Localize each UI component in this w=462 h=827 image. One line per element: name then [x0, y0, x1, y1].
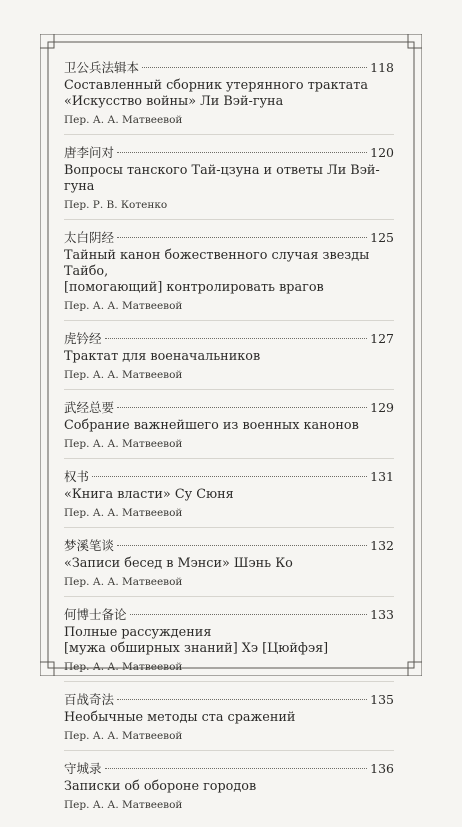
dot-leader [117, 237, 367, 238]
toc-entry [64, 536, 394, 597]
toc-entry-header [64, 536, 394, 555]
chinese-title: 唐李问对 [64, 145, 115, 160]
page-number: 132 [370, 538, 394, 553]
toc-entry [64, 58, 394, 135]
russian-title [64, 625, 394, 657]
russian-title [64, 349, 394, 365]
chinese-title: 百战奇法 [64, 692, 115, 707]
page-number: 127 [370, 331, 394, 346]
title-line: Вопросы танского Тай-цзуна и ответы Ли Вэй-гуна [64, 163, 380, 194]
translator: Пер. А. А. Матвеевой [64, 576, 183, 588]
page-number: 135 [370, 692, 394, 707]
translator: Пер. Р. В. Котенко [64, 199, 168, 211]
dot-leader [117, 545, 367, 546]
toc-entry [64, 329, 394, 390]
chinese-title: 虎钤经 [64, 331, 102, 346]
toc-entry-header [64, 398, 394, 417]
translator: Пер. А. А. Матвеевой [64, 507, 183, 519]
dot-leader [105, 768, 368, 769]
title-line: [помогающий] контролировать врагов [64, 280, 324, 295]
title-line: Составленный сборник утерянного трактата [64, 78, 369, 93]
dot-leader [117, 407, 367, 408]
toc-entry [64, 398, 394, 459]
title-line: Собрание важнейшего из военных канонов [64, 418, 359, 433]
dot-leader [117, 699, 367, 700]
toc-entry-header [64, 467, 394, 486]
toc-entry [64, 759, 394, 819]
title-line: «Искусство войны» Ли Вэй-гуна [64, 94, 284, 109]
translator: Пер. А. А. Матвеевой [64, 369, 183, 381]
chinese-title: 武经总要 [64, 400, 115, 415]
page-number: 136 [370, 761, 394, 776]
russian-title [64, 710, 394, 726]
translator: Пер. А. А. Матвеевой [64, 661, 183, 673]
toc-entry-header [64, 759, 394, 778]
russian-title [64, 163, 394, 195]
toc-entry-header [64, 605, 394, 624]
page-number: 129 [370, 400, 394, 415]
russian-title [64, 487, 394, 503]
page-number: 118 [370, 60, 394, 75]
translator: Пер. А. А. Матвеевой [64, 114, 183, 126]
toc-entry [64, 605, 394, 682]
russian-title [64, 418, 394, 434]
chinese-title: 卫公兵法辑本 [64, 60, 140, 75]
translator: Пер. А. А. Матвеевой [64, 799, 183, 811]
toc-entry-header [64, 329, 394, 348]
title-line: Трактат для военачальников [64, 349, 261, 364]
toc-entry [64, 228, 394, 321]
dot-leader [92, 476, 367, 477]
chinese-title: 何博士备论 [64, 607, 127, 622]
translator: Пер. А. А. Матвеевой [64, 730, 183, 742]
translator: Пер. А. А. Матвеевой [64, 438, 183, 450]
toc-entry [64, 143, 394, 220]
page-number: 133 [370, 607, 394, 622]
translator: Пер. А. А. Матвеевой [64, 300, 183, 312]
title-line: Записки об обороне городов [64, 779, 257, 794]
toc-entry [64, 467, 394, 528]
title-line: Необычные методы ста сражений [64, 710, 296, 725]
chinese-title: 守城录 [64, 761, 102, 776]
toc-entry-header [64, 228, 394, 247]
dot-leader [142, 67, 367, 68]
dot-leader [130, 614, 368, 615]
toc-entry-header [64, 143, 394, 162]
russian-title [64, 248, 394, 296]
title-line: «Записи бесед в Мэнси» Шэнь Ко [64, 556, 293, 571]
russian-title [64, 78, 394, 110]
chinese-title: 太白阴经 [64, 230, 115, 245]
chinese-title: 权书 [64, 469, 90, 484]
dot-leader [105, 338, 368, 339]
toc-entry-header [64, 690, 394, 709]
toc-entry [64, 690, 394, 751]
dot-leader [117, 152, 367, 153]
russian-title [64, 779, 394, 795]
russian-title [64, 556, 394, 572]
title-line: Полные рассуждения [64, 625, 212, 640]
title-line: «Книга власти» Су Сюня [64, 487, 234, 502]
toc-entry-header [64, 58, 394, 77]
title-line: Тайный канон божественного случая звезды Тайбо, [64, 248, 370, 279]
page-number: 125 [370, 230, 394, 245]
chinese-title: 梦溪笔谈 [64, 538, 115, 553]
table-of-contents [64, 58, 394, 827]
title-line: [мужа обширных знаний] Хэ [Цюйфэя] [64, 641, 329, 656]
page-number: 131 [370, 469, 394, 484]
page-number: 120 [370, 145, 394, 160]
